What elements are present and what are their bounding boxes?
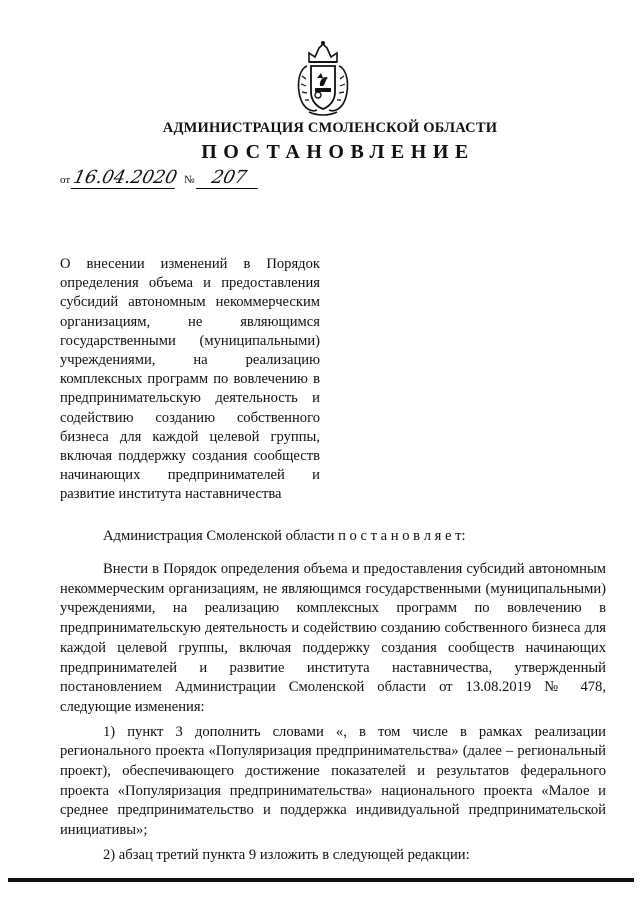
number-prefix: № [184, 174, 195, 186]
handwritten-number: 207 [195, 168, 261, 189]
preamble-action: п о с т а н о в л я е т: [338, 528, 466, 544]
organization-name: АДМИНИСТРАЦИЯ СМОЛЕНСКОЙ ОБЛАСТИ [162, 120, 498, 136]
subject-text: О внесении изменений в Порядок определения объема и предоставления субсидий автономным некоммерческим организациям, не являющимся государственными (муниципальными) учреждениями, на реализацию комплексных программ по вовлечению в предпринимательскую деятельность и содействию созданию собственного бизнеса для каждой целевой группы, включая поддержку создания сообществ начинающих предпринимателей и развитие института наставничества [60, 256, 320, 503]
body-item-2: 2) абзац третий пункта 9 изложить в следующей редакции: [103, 846, 470, 863]
body-intro: Внести в Порядок определения объема и предоставления субсидий автономным некоммерческим организациям, не являющимся государственными (муниципальными) учреждениями, на реализацию комплексных программ по вовлечению в предпринимательскую деятельность и содействию созданию собственного бизнеса для каждой целевой группы, включая поддержку создания сообществ начинающих предпринимателей и развитие института наставничества, утвержденный постановлением Администрации Смоленской области от 13.08.2019 № 478, следующие изменения: [60, 561, 606, 715]
handwritten-date: 16.04.2020 [71, 167, 180, 188]
document-body [60, 560, 606, 871]
date-prefix: от [60, 174, 71, 186]
document-type-title: ПОСТАНОВЛЕНИЕ [201, 141, 475, 163]
coat-of-arms-emblem [295, 40, 351, 118]
date-number-line [60, 168, 260, 189]
page-bottom-rule [8, 878, 634, 882]
body-item-1: 1) пункт 3 дополнить словами «, в том числе в рамках реализации регионального проекта «Популяризация предпринимательства» (далее – региональный проект), обеспечивающего достижение показателей и результатов федерального проекта «Популяризация предпринимательства» национального проекта «Малое и среднее предпринимательство и поддержка индивидуальной предпринимательской инициативы»; [60, 723, 606, 839]
preamble [103, 528, 466, 545]
preamble-text: Администрация Смоленской области [103, 528, 335, 544]
subject-block [60, 255, 320, 505]
